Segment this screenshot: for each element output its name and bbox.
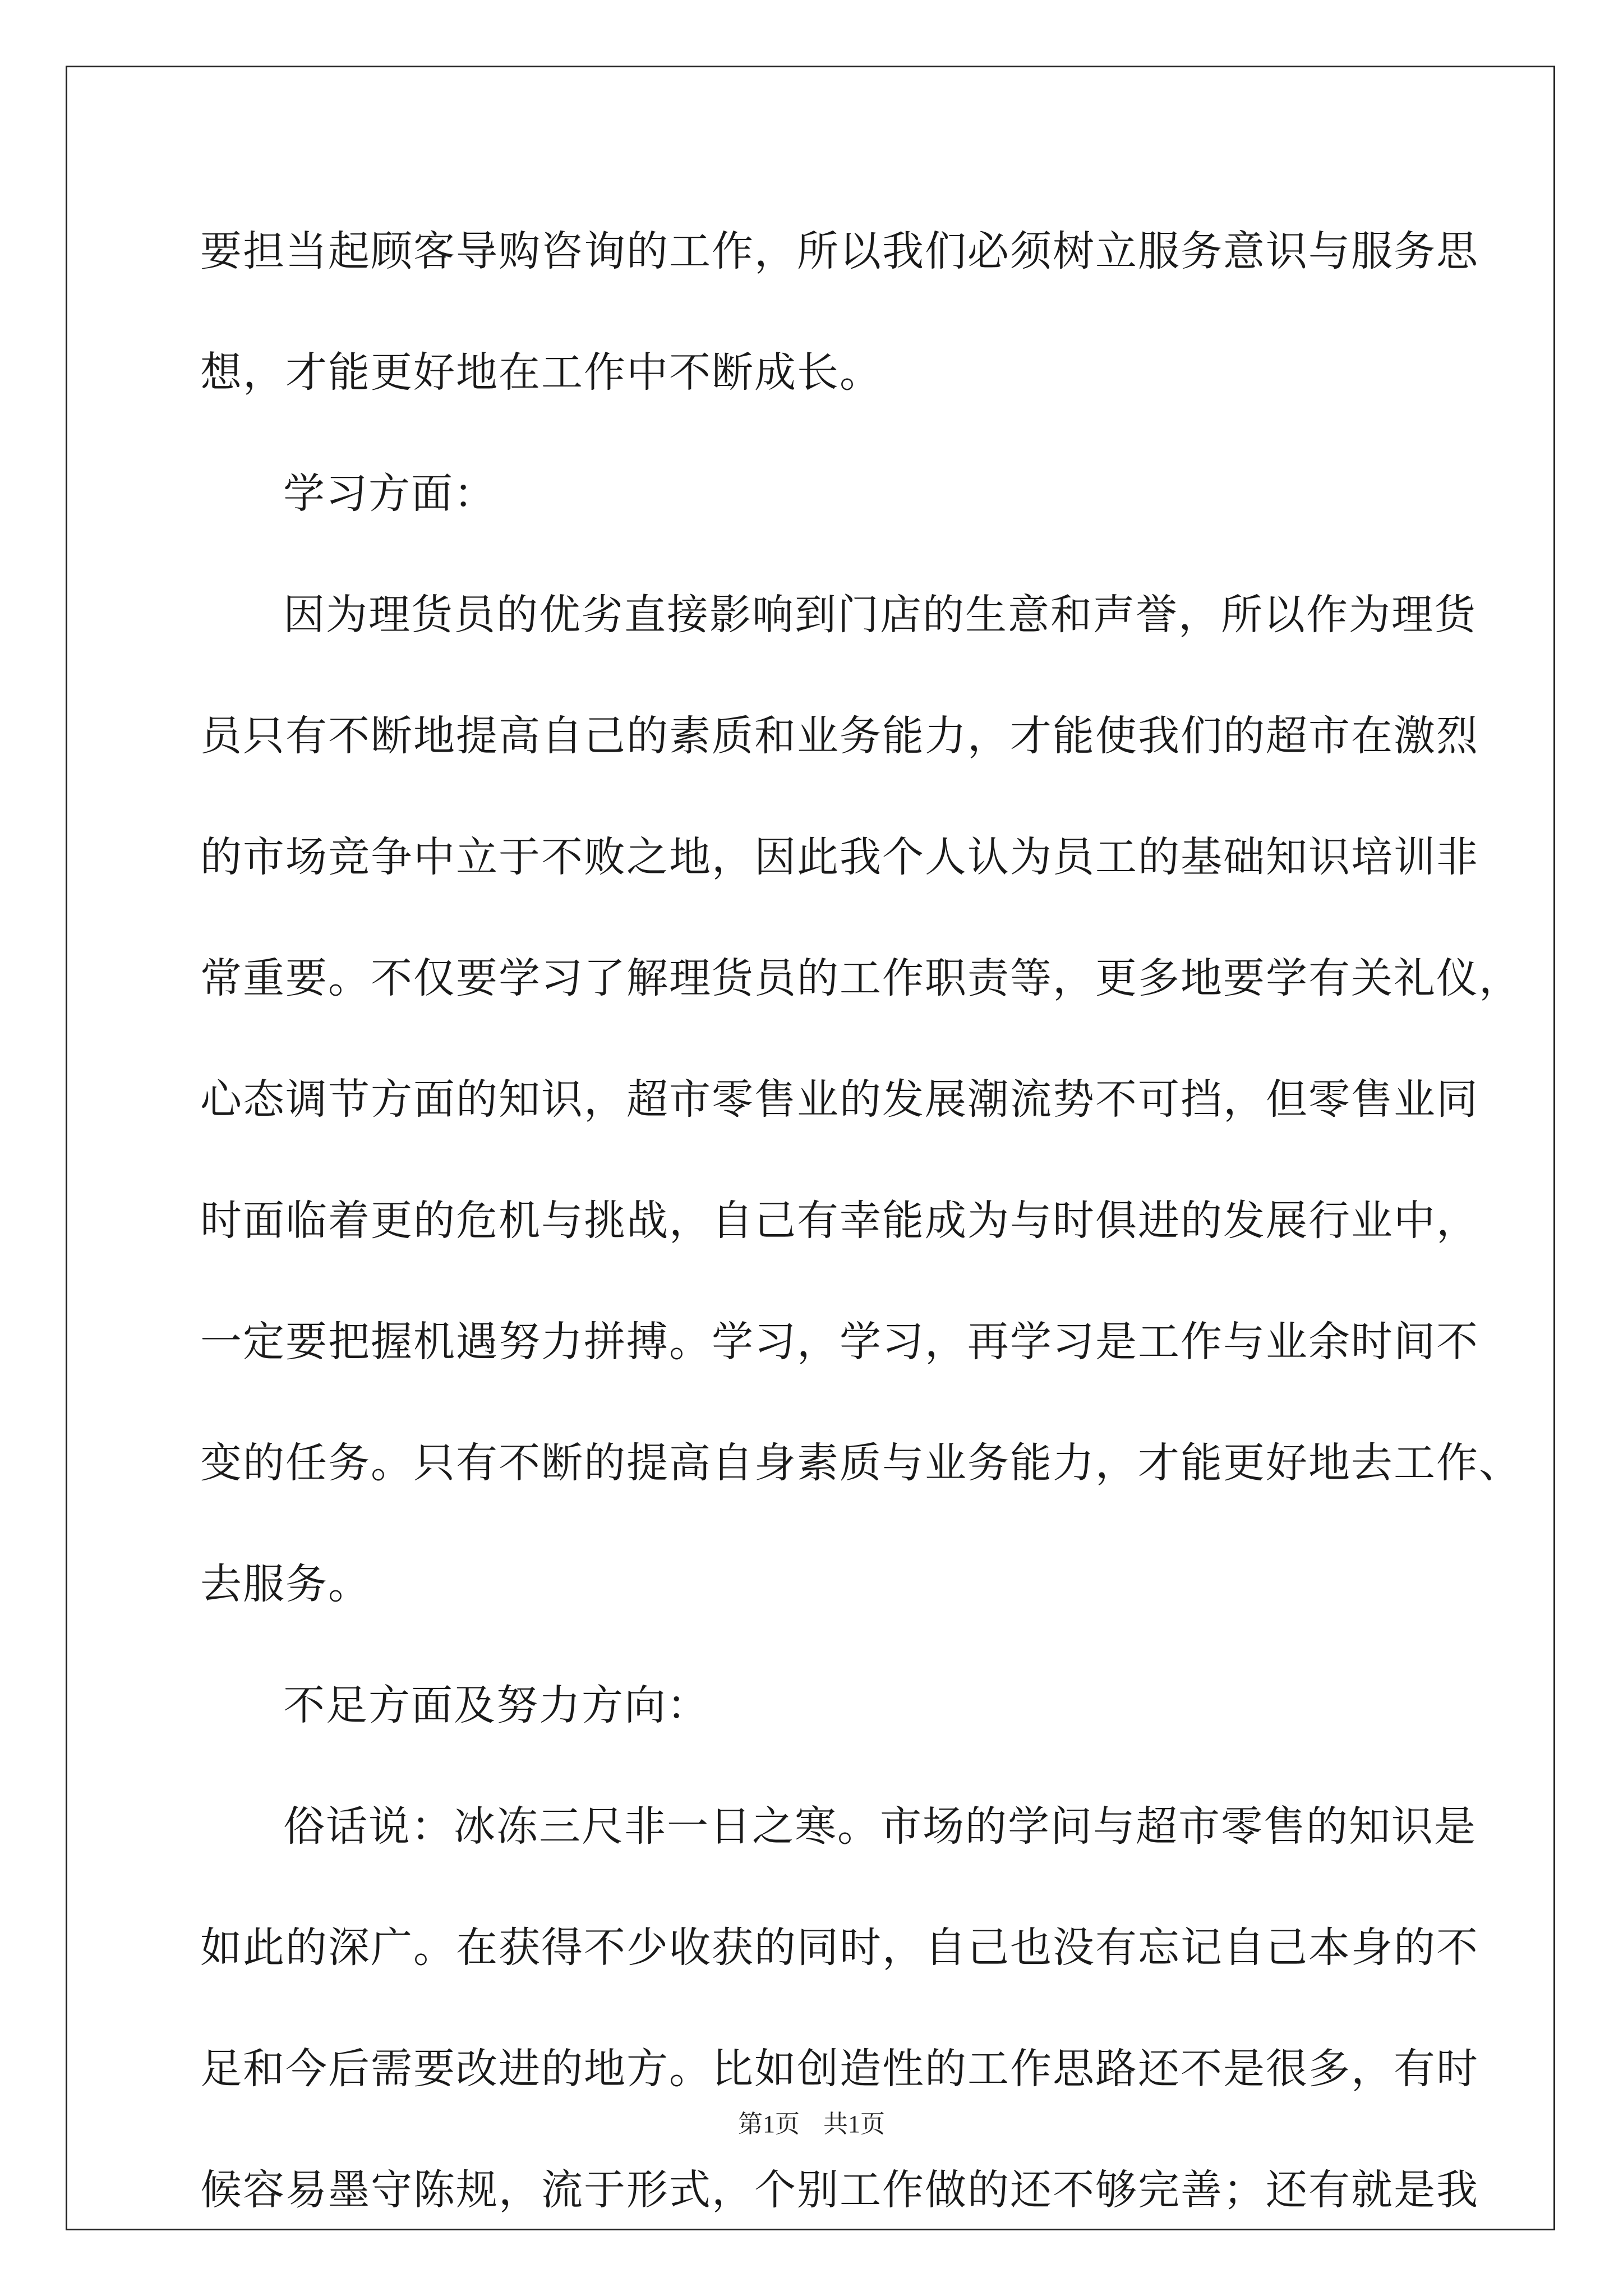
page-footer [0, 2104, 1623, 2139]
text-line: 的市场竞争中立于不败之地，因此我个人认为员工的基础知识培训非 [200, 833, 1479, 881]
text-line: 常重要。不仅要学习了解理货员的工作职责等，更多地要学有关礼仪， [200, 954, 1521, 1002]
text-line: 要担当起顾客导购咨询的工作，所以我们必须树立服务意识与服务思 [200, 227, 1479, 275]
text-line: 变的任务。只有不断的提高自身素质与业务能力，才能更好地去工作、 [200, 1439, 1521, 1487]
text-line: 如此的深广。在获得不少收获的同时，自己也没有忘记自己本身的不 [200, 1924, 1479, 1972]
text-line: 时面临着更的危机与挑战，自己有幸能成为与时俱进的发展行业中， [200, 1197, 1479, 1245]
text-line: 俗话说：冰冻三尺非一日之寒。市场的学问与超市零售的知识是 [283, 1802, 1477, 1851]
text-line: 去服务。 [200, 1560, 371, 1608]
section-heading-study: 学习方面： [283, 470, 496, 518]
text-line: 因为理货员的优劣直接影响到门店的生意和声誉，所以作为理货 [283, 591, 1477, 639]
document-body [200, 209, 1521, 2269]
text-line: 心态调节方面的知识，超市零售业的发展潮流势不可挡，但零售业同 [200, 1075, 1479, 1124]
text-line: 员只有不断地提高自己的素质和业务能力，才能使我们的超市在激烈 [200, 712, 1479, 760]
text-line: 想，才能更好地在工作中不断成长。 [200, 348, 882, 397]
text-line: 候容易墨守陈规，流于形式，个别工作做的还不够完善；还有就是我 [200, 2166, 1479, 2214]
page-number: 第1页 [738, 2110, 800, 2138]
text-line: 足和今后需要改进的地方。比如创造性的工作思路还不是很多，有时 [200, 2045, 1479, 2093]
text-line: 一定要把握机遇努力拼搏。学习，学习，再学习是工作与业余时间不 [200, 1318, 1479, 1366]
page-total: 共1页 [823, 2110, 885, 2138]
section-heading-shortcomings: 不足方面及努力方向： [283, 1681, 709, 1729]
